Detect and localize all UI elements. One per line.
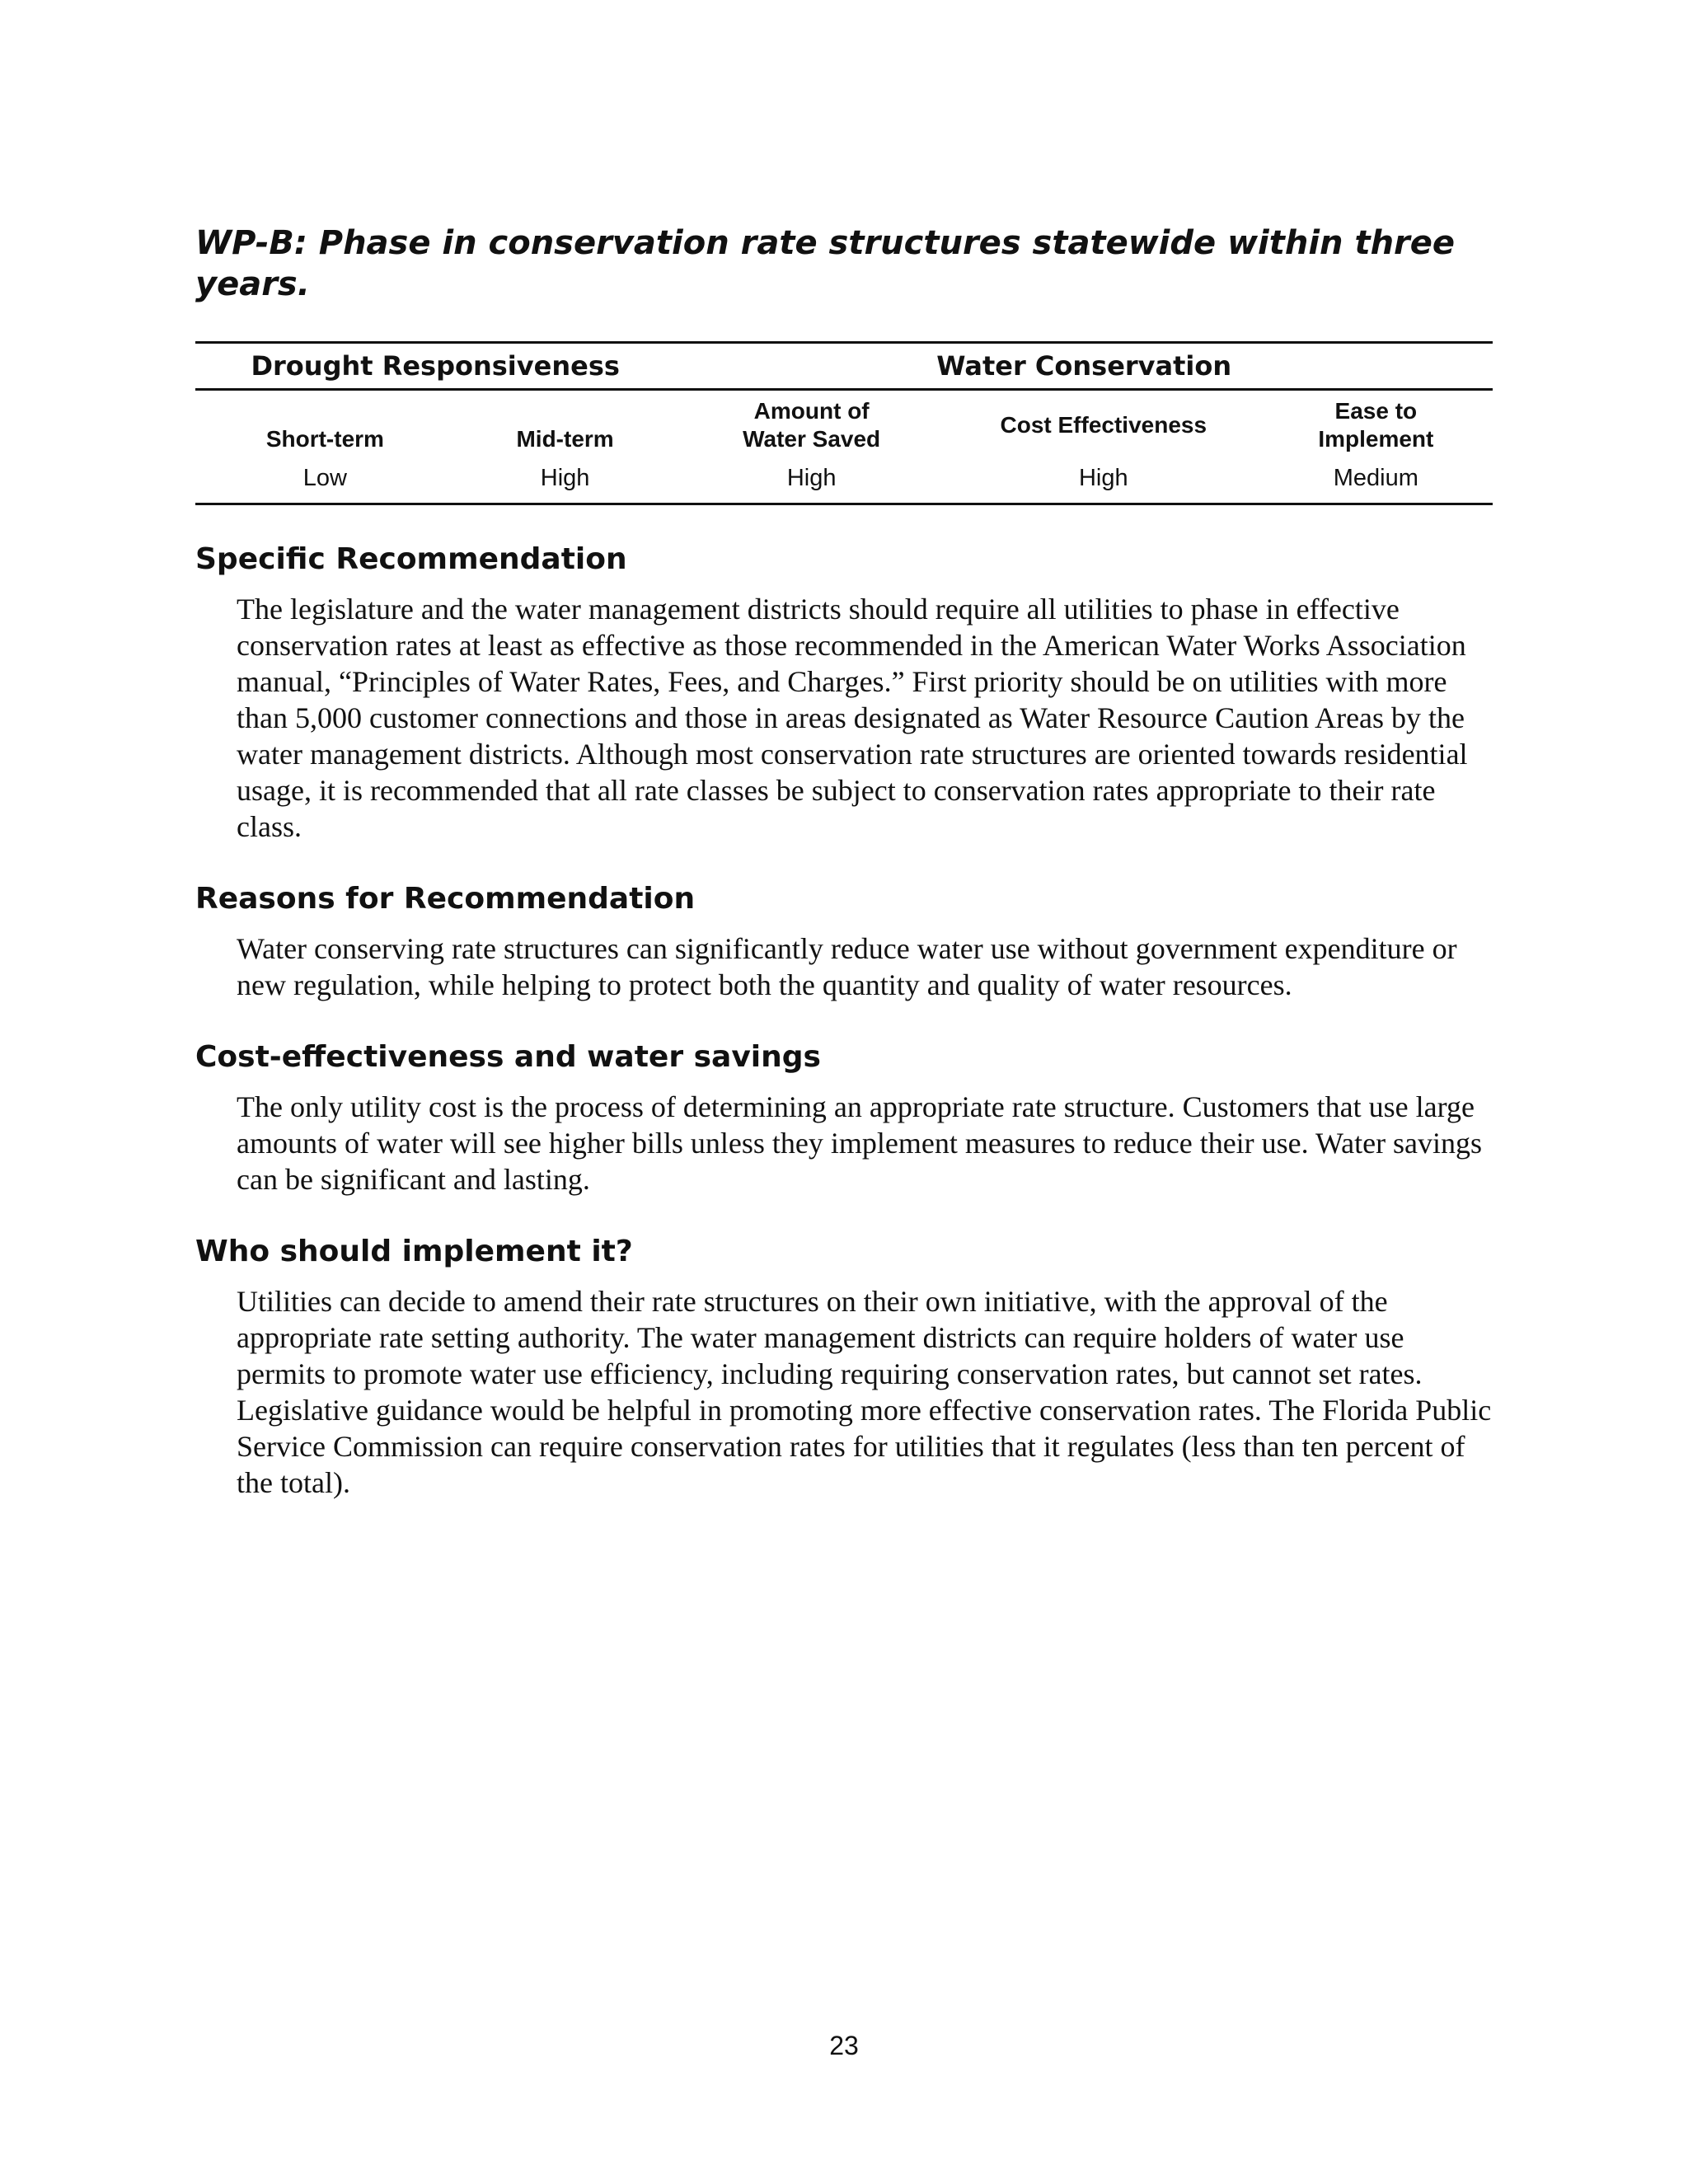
col-header-ease-to-implement bbox=[1259, 390, 1493, 454]
col-header-amount-line2: Water Saved bbox=[743, 426, 881, 452]
section-specific-recommendation bbox=[195, 541, 1493, 845]
col-header-amount-water-saved bbox=[675, 390, 948, 454]
section-heading: Specific Recommendation bbox=[195, 542, 627, 576]
value-short-term: Low bbox=[302, 464, 347, 491]
group-header-conservation: Water Conservation bbox=[675, 343, 1493, 390]
section-cost-effectiveness bbox=[195, 1039, 1493, 1197]
value-ease-to-implement: Medium bbox=[1333, 464, 1418, 491]
group-header-drought: Drought Responsiveness bbox=[195, 343, 675, 390]
page-title: WP-B: Phase in conservation rate structures statewide within three years. bbox=[195, 224, 1456, 303]
col-header-amount-line1: Amount of bbox=[753, 398, 870, 424]
col-header-ease-line1: Ease to bbox=[1334, 398, 1418, 424]
col-header-short-term: Short-term bbox=[265, 426, 384, 452]
value-amount-water-saved: High bbox=[786, 464, 837, 491]
section-reasons-for-recommendation bbox=[195, 881, 1493, 1003]
section-body: Utilities can decide to amend their rate structures on their own initiative, with the approval of the appropriate rate setting authority. The water management districts can require holders of water use permits to promote water use efficiency, including requiring conservation rates, but cannot set rates. Legislative guidance would be helpful in promoting more effective conservation rates. The Florida Public Service Commission can require conservation rates for utilities that it regulates (less than ten percent of the total). bbox=[237, 1285, 1492, 1499]
section-body: The legislature and the water management districts should require all utilities to phase in effective conservation rates at least as effective as those recommended in the American Water Works Association manual, “Principles of Water Rates, Fees, and Charges.” First priority should be on utilities with more than 5,000 customer connections and those in areas designated as Water Resource Caution Areas by the water management districts. Although most conservation rate structures are oriented towards residential usage, it is recommended that all rate classes be subject to conservation rates appropriate to their rate class. bbox=[237, 593, 1468, 843]
value-cost-effectiveness: High bbox=[1078, 464, 1128, 491]
section-body: Water conserving rate structures can significantly reduce water use without government expenditure or new regulation, while helping to protect both the quantity and quality of water resources. bbox=[237, 932, 1457, 1001]
document-page bbox=[195, 223, 1493, 1501]
table-column-header-row bbox=[195, 390, 1493, 454]
page-number: 23 bbox=[829, 2031, 859, 2060]
section-heading: Cost-effectiveness and water savings bbox=[195, 1040, 821, 1074]
section-heading: Reasons for Recommendation bbox=[195, 882, 696, 916]
col-header-cost-effectiveness: Cost Effectiveness bbox=[1000, 412, 1207, 438]
table-group-header-row bbox=[195, 343, 1493, 390]
col-header-ease-line2: Implement bbox=[1318, 426, 1434, 452]
col-header-mid-term: Mid-term bbox=[516, 426, 614, 452]
value-mid-term: High bbox=[540, 464, 590, 491]
rating-table bbox=[195, 341, 1493, 505]
section-body: The only utility cost is the process of determining an appropriate rate structure. Customers that use large amounts of water will see higher bills unless they implement measures to reduce their use. Water savings can be significant and lasting. bbox=[237, 1090, 1483, 1196]
section-who-should-implement bbox=[195, 1234, 1493, 1501]
table-row bbox=[195, 453, 1493, 504]
section-heading: Who should implement it? bbox=[195, 1235, 633, 1268]
